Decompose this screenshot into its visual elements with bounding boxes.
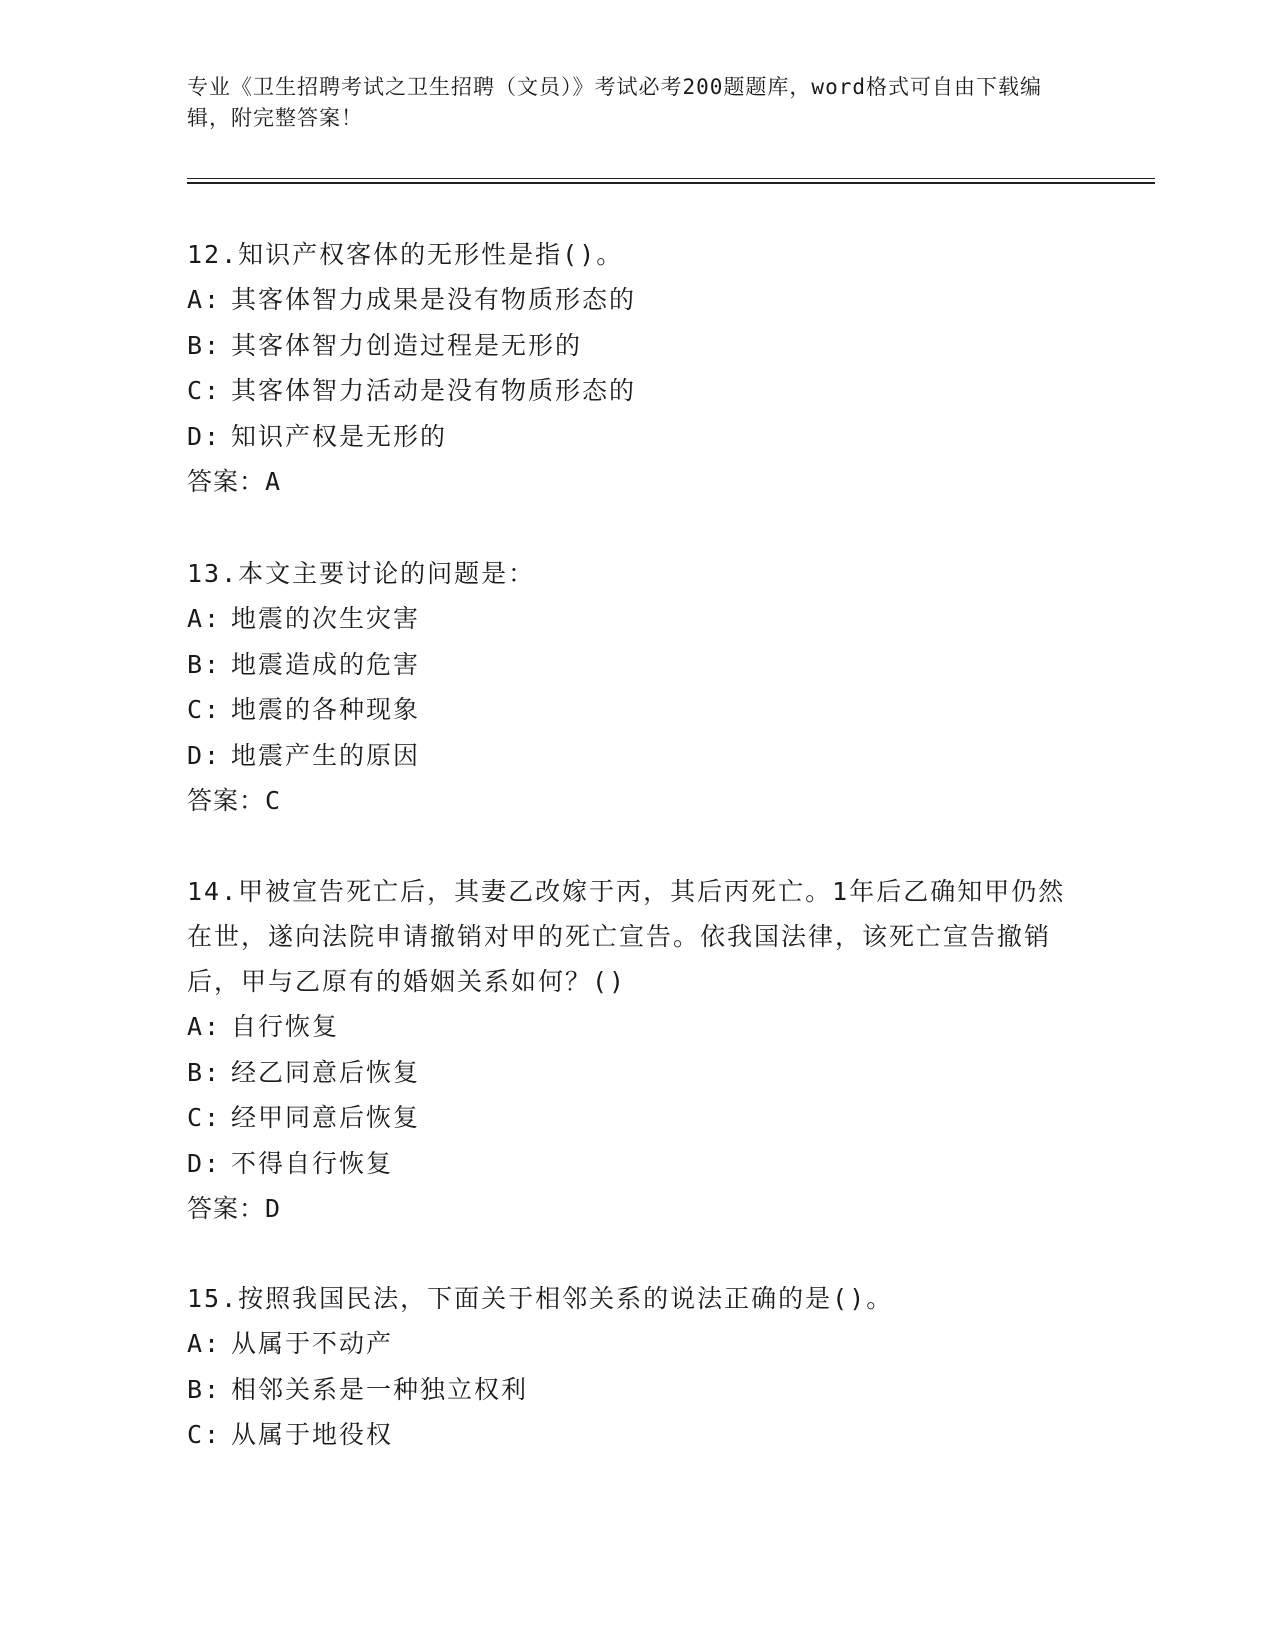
question-14 xyxy=(187,869,1067,1232)
answer-line xyxy=(187,778,1067,824)
answer-line xyxy=(187,1186,1067,1232)
option-key: A: xyxy=(187,285,222,314)
option-text: 相邻关系是一种独立权利 xyxy=(231,1374,529,1404)
option-c xyxy=(187,1412,1067,1458)
option-key: C: xyxy=(187,376,222,405)
option-text: 从属于不动产 xyxy=(231,1329,394,1358)
option-text: 其客体智力成果是没有物质形态的 xyxy=(231,285,637,314)
option-text: 地震的各种现象 xyxy=(231,695,421,724)
header-divider-bottom xyxy=(187,182,1155,184)
option-c xyxy=(187,368,1067,414)
option-text: 其客体智力活动是没有物质形态的 xyxy=(231,376,637,405)
answer-label: 答案： xyxy=(187,786,266,815)
question-12 xyxy=(187,232,1067,505)
option-key: C: xyxy=(187,1420,222,1449)
option-b xyxy=(187,1050,1067,1096)
option-key: D: xyxy=(187,1148,222,1178)
option-text: 不得自行恢复 xyxy=(231,1148,394,1178)
option-d xyxy=(187,1141,1067,1187)
option-text: 从属于地役权 xyxy=(231,1420,394,1449)
option-text: 经乙同意后恢复 xyxy=(231,1057,421,1087)
option-text: 地震造成的危害 xyxy=(231,649,421,679)
question-13 xyxy=(187,551,1067,824)
answer-label: 答案： xyxy=(187,467,266,496)
option-key: D: xyxy=(187,421,222,451)
question-15 xyxy=(187,1276,1067,1458)
option-key: A: xyxy=(187,1012,222,1041)
option-key: B: xyxy=(187,330,222,360)
option-b xyxy=(187,642,1067,688)
document-intro: 专业《卫生招聘考试之卫生招聘（文员）》考试必考200题题库，word格式可自由下载编辑，附完整答案！ xyxy=(187,75,1042,130)
option-text: 地震的次生灾害 xyxy=(231,604,421,633)
option-a xyxy=(187,1321,1067,1367)
option-key: D: xyxy=(187,740,222,770)
option-c xyxy=(187,687,1067,733)
option-b xyxy=(187,323,1067,369)
option-key: B: xyxy=(187,1057,222,1087)
header-divider-top xyxy=(187,178,1155,179)
option-a xyxy=(187,596,1067,642)
option-key: C: xyxy=(187,695,222,724)
option-a xyxy=(187,1004,1067,1050)
question-stem: 13.本文主要讨论的问题是： xyxy=(187,559,536,588)
answer-label: 答案： xyxy=(187,1194,266,1223)
answer-value: C xyxy=(265,786,282,815)
option-key: B: xyxy=(187,649,222,679)
answer-value: A xyxy=(265,467,282,496)
option-text: 其客体智力创造过程是无形的 xyxy=(231,330,583,360)
question-stem: 14.甲被宣告死亡后，其妻乙改嫁于丙，其后丙死亡。1年后乙确知甲仍然在世，遂向法院申请撤销对甲的死亡宣告。依我国法律，该死亡宣告撤销后，甲与乙原有的婚姻关系如何？() xyxy=(187,877,1066,996)
option-key: C: xyxy=(187,1103,222,1132)
option-c xyxy=(187,1095,1067,1141)
option-text: 自行恢复 xyxy=(231,1012,340,1041)
option-b xyxy=(187,1367,1067,1413)
option-a xyxy=(187,277,1067,323)
option-text: 经甲同意后恢复 xyxy=(231,1103,421,1132)
option-d xyxy=(187,414,1067,460)
option-d xyxy=(187,733,1067,779)
option-key: B: xyxy=(187,1374,222,1404)
option-key: A: xyxy=(187,604,222,633)
option-text: 知识产权是无形的 xyxy=(231,421,448,451)
option-text: 地震产生的原因 xyxy=(231,740,421,770)
answer-line xyxy=(187,459,1067,505)
question-stem: 15.按照我国民法，下面关于相邻关系的说法正确的是()。 xyxy=(187,1284,894,1313)
option-key: A: xyxy=(187,1329,222,1358)
question-stem: 12.知识产权客体的无形性是指()。 xyxy=(187,240,624,269)
answer-value: D xyxy=(265,1194,282,1223)
